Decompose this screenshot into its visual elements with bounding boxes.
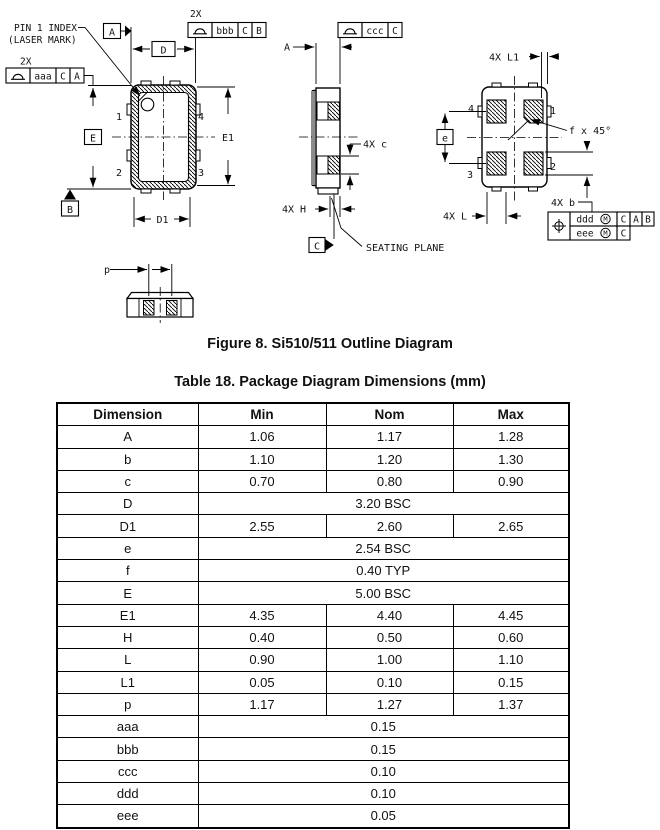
dim-label-E1: E1 <box>221 133 235 144</box>
table-row <box>57 626 569 648</box>
frame-aaa <box>6 57 93 86</box>
table-title: Table 18. Package Diagram Dimensions (mm) <box>174 374 486 390</box>
dimension-cell: eee <box>57 805 198 828</box>
column-header: Max <box>453 403 569 426</box>
pad-number-1: 1 <box>549 106 557 117</box>
pad-number-2: 2 <box>549 162 557 173</box>
dimension-cell: E <box>57 582 198 604</box>
value-cell: 2.60 <box>326 515 453 537</box>
datum-triangle <box>325 239 334 251</box>
side-view <box>299 88 358 194</box>
dim-label-p: p <box>104 265 111 276</box>
value-cell-span: 3.20 BSC <box>198 493 569 515</box>
tolerance-value: aaa <box>34 71 52 83</box>
centerlines <box>112 76 215 200</box>
value-cell: 1.37 <box>453 693 569 715</box>
table-row <box>57 493 569 515</box>
pad-number-3: 3 <box>466 170 474 181</box>
dimension-cell: ccc <box>57 760 198 782</box>
dimension-cell: p <box>57 693 198 715</box>
pad-1-chamfered <box>524 100 543 123</box>
dim-label-D1: D1 <box>156 215 169 226</box>
value-cell: 0.05 <box>198 671 326 693</box>
dimension-cell: D1 <box>57 515 198 537</box>
dimension-cell: ddd <box>57 783 198 805</box>
datum-c-seating <box>309 194 444 254</box>
qty-label: 2X <box>190 9 202 20</box>
dim-b <box>545 141 593 212</box>
frame-bbb <box>188 9 266 38</box>
value-cell: 0.10 <box>326 671 453 693</box>
value-cell-span: 2.54 BSC <box>198 537 569 559</box>
pad-4 <box>487 100 506 123</box>
pin-number-3: 3 <box>197 168 205 179</box>
tolerance-value: ddd <box>576 214 594 226</box>
dimension-cell: H <box>57 626 198 648</box>
value-cell: 0.15 <box>453 671 569 693</box>
pitch-view <box>104 264 193 323</box>
mmc-modifier: M <box>603 215 608 224</box>
mmc-modifier: M <box>603 229 608 238</box>
datum-c-label: C <box>313 241 321 253</box>
value-cell: 1.27 <box>326 693 453 715</box>
table-row <box>57 738 569 760</box>
value-cell: 0.60 <box>453 626 569 648</box>
datum-a-flag <box>104 24 132 39</box>
datum-ref: C <box>392 25 398 37</box>
dimension-cell: f <box>57 560 198 582</box>
value-cell-span: 0.05 <box>198 805 569 828</box>
pad-2 <box>524 152 543 175</box>
profile-surface-icon <box>343 29 357 34</box>
dimension-cell: aaa <box>57 716 198 738</box>
tolerance-value: eee <box>576 228 594 240</box>
datum-ref: A <box>74 71 80 83</box>
centerlines <box>467 76 562 201</box>
pin1-index-text: PIN 1 INDEX <box>14 23 77 34</box>
dim-H <box>282 196 355 217</box>
dim-D <box>131 27 196 83</box>
figure-caption: Figure 8. Si510/511 Outline Diagram <box>207 336 453 352</box>
table-row <box>57 448 569 470</box>
dim-label-A: A <box>283 42 291 54</box>
table-row <box>57 515 569 537</box>
seating-plane-label: SEATING PLANE <box>366 243 445 254</box>
dim-L <box>443 192 521 224</box>
value-cell: 1.06 <box>198 426 326 448</box>
value-cell: 0.90 <box>198 649 326 671</box>
value-cell: 1.17 <box>326 426 453 448</box>
pin-number-1: 1 <box>115 112 123 123</box>
table-row <box>57 805 569 828</box>
dim-label-L1: 4X L1 <box>489 52 520 64</box>
dim-p <box>104 264 172 296</box>
value-cell: 1.30 <box>453 448 569 470</box>
value-cell: 2.65 <box>453 515 569 537</box>
value-cell: 4.45 <box>453 604 569 626</box>
dimension-cell: D <box>57 493 198 515</box>
value-cell: 1.17 <box>198 693 326 715</box>
datum-b-label: B <box>66 205 74 216</box>
top-view <box>112 76 215 200</box>
table-row <box>57 537 569 559</box>
outline-diagram <box>0 0 660 332</box>
datum-triangle <box>64 190 76 200</box>
dimension-cell: c <box>57 470 198 492</box>
value-cell-span: 0.15 <box>198 738 569 760</box>
standoff <box>318 188 338 194</box>
value-cell-span: 0.10 <box>198 783 569 805</box>
datum-ref: C <box>60 71 66 83</box>
dim-label-c: 4X c <box>363 139 388 151</box>
value-cell: 1.00 <box>326 649 453 671</box>
side-pad <box>328 156 340 174</box>
value-cell: 1.28 <box>453 426 569 448</box>
dim-label-f: f x 45° <box>569 126 612 137</box>
column-header: Nom <box>326 403 453 426</box>
dim-e <box>437 112 486 164</box>
table-row <box>57 560 569 582</box>
datum-ref: B <box>256 25 262 37</box>
datum-ref: A <box>633 214 639 226</box>
datum-a-label: A <box>108 27 116 39</box>
dimensions-table <box>56 402 570 829</box>
table-row <box>57 582 569 604</box>
qty-label: 2X <box>20 56 32 68</box>
value-cell: 1.20 <box>326 448 453 470</box>
tolerance-value: ccc <box>366 25 384 37</box>
value-cell: 4.40 <box>326 604 453 626</box>
value-cell: 1.10 <box>453 649 569 671</box>
value-cell: 0.80 <box>326 470 453 492</box>
pin-number-4: 4 <box>197 112 205 123</box>
dimension-cell: bbb <box>57 738 198 760</box>
dimension-cell: L1 <box>57 671 198 693</box>
table-header <box>57 403 569 426</box>
column-header: Dimension <box>57 403 198 426</box>
value-cell: 0.70 <box>198 470 326 492</box>
position-symbol-icon <box>552 219 566 233</box>
tolerance-value: bbb <box>216 25 234 37</box>
column-header: Min <box>198 403 326 426</box>
value-cell-span: 0.15 <box>198 716 569 738</box>
datum-b-flag <box>62 189 132 216</box>
dim-label-D: D <box>160 45 167 57</box>
value-cell: 4.35 <box>198 604 326 626</box>
dim-label-e: e <box>441 133 449 145</box>
dim-label-b: 4X b <box>551 198 576 209</box>
value-cell: 2.55 <box>198 515 326 537</box>
table-row <box>57 649 569 671</box>
table-row <box>57 783 569 805</box>
end-pad <box>144 301 155 316</box>
pin-number-2: 2 <box>115 168 123 179</box>
dimension-cell: b <box>57 448 198 470</box>
dimensions-table-body <box>57 426 569 828</box>
dim-label-E: E <box>89 133 97 145</box>
dim-E <box>85 86 132 188</box>
value-cell: 0.50 <box>326 626 453 648</box>
profile-surface-icon <box>11 74 25 79</box>
table-row <box>57 426 569 448</box>
value-cell-span: 5.00 BSC <box>198 582 569 604</box>
dim-D1 <box>134 197 190 227</box>
table-row <box>57 760 569 782</box>
table-row <box>57 671 569 693</box>
dimension-cell: E1 <box>57 604 198 626</box>
dimension-cell: A <box>57 426 198 448</box>
value-cell: 0.40 <box>198 626 326 648</box>
frame-position <box>548 212 654 240</box>
dim-c <box>341 140 387 191</box>
value-cell: 0.90 <box>453 470 569 492</box>
datum-triangle <box>125 26 132 37</box>
table-row <box>57 716 569 738</box>
datum-ref: C <box>620 214 627 226</box>
datum-ref: B <box>645 214 651 226</box>
value-cell: 1.10 <box>198 448 326 470</box>
header-row <box>57 403 569 426</box>
dim-label-L: 4X L <box>443 211 468 223</box>
end-pad <box>167 301 178 316</box>
table-row <box>57 693 569 715</box>
laser-mark-text: (LASER MARK) <box>8 35 77 46</box>
profile-surface-icon <box>193 29 207 34</box>
table-row <box>57 604 569 626</box>
pad-number-4: 4 <box>467 104 475 115</box>
datum-ref: C <box>620 228 627 240</box>
pin1-index-mark <box>141 98 154 111</box>
dim-label-H: 4X H <box>282 204 307 216</box>
dimension-cell: e <box>57 537 198 559</box>
pad-3 <box>487 152 506 175</box>
frame-ccc <box>338 23 402 38</box>
value-cell-span: 0.40 TYP <box>198 560 569 582</box>
table-row <box>57 470 569 492</box>
datum-ref: C <box>242 25 248 37</box>
side-pad <box>328 102 340 120</box>
dimension-cell: L <box>57 649 198 671</box>
bottom-view <box>467 76 562 201</box>
dim-A-side <box>284 38 352 84</box>
value-cell-span: 0.10 <box>198 760 569 782</box>
